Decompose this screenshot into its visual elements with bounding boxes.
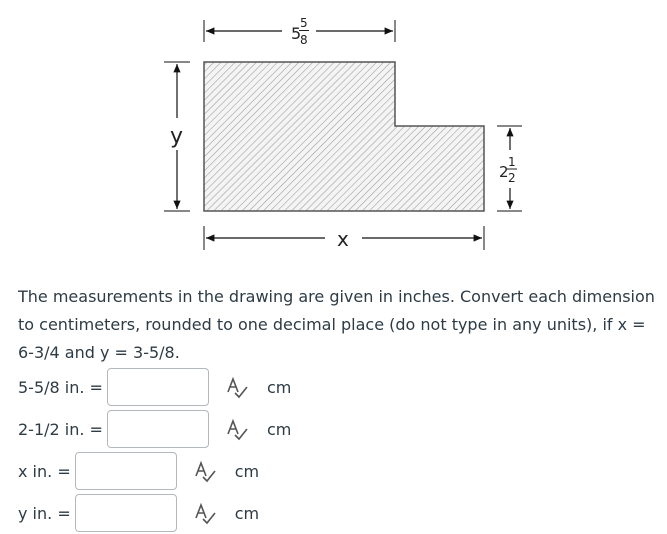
- top-dimension: [204, 16, 395, 47]
- unit-label-4: cm: [234, 503, 260, 523]
- unit-label-3: cm: [234, 461, 260, 481]
- top-dim-whole: 5: [291, 24, 302, 43]
- answer-label-2: 2-1/2 in. =: [18, 419, 103, 439]
- right-dim-numerator: 1: [508, 155, 516, 169]
- unit-label-2: cm: [266, 419, 292, 439]
- left-dimension: [164, 62, 190, 211]
- answer-input-3[interactable]: [75, 452, 177, 490]
- bottom-dimension: [204, 226, 484, 251]
- top-dim-denominator: 8: [300, 33, 308, 47]
- right-dimension: [497, 126, 522, 211]
- answer-label-1: 5-5/8 in. =: [18, 377, 103, 397]
- l-shape-figure: [204, 62, 484, 211]
- answer-row-1: [18, 366, 291, 408]
- problem-statement: The measurements in the drawing are given in inches. Convert each dimension to centimeters, rounded to one decimal place (do not type in any units), if x = 6-3/4 and y = 3-5/8.: [18, 287, 655, 362]
- spellcheck-icon[interactable]: [193, 459, 217, 483]
- answer-row-2: [18, 408, 291, 450]
- unit-label-1: cm: [266, 377, 292, 397]
- answer-label-4: y in. =: [18, 503, 71, 523]
- answer-input-1[interactable]: [107, 368, 209, 406]
- y-label: y: [170, 124, 184, 149]
- answer-input-2[interactable]: [107, 410, 209, 448]
- answer-input-4[interactable]: [75, 494, 177, 532]
- spellcheck-icon[interactable]: [225, 417, 249, 441]
- top-dim-numerator: 5: [300, 16, 308, 30]
- spellcheck-icon[interactable]: [193, 501, 217, 525]
- right-dim-whole: 2: [499, 163, 509, 181]
- answer-row-3: [18, 450, 259, 492]
- answer-label-3: x in. =: [18, 461, 71, 481]
- answer-row-4: [18, 492, 259, 534]
- right-dim-denominator: 2: [508, 171, 516, 185]
- spellcheck-icon[interactable]: [225, 375, 249, 399]
- x-label: x: [337, 227, 349, 251]
